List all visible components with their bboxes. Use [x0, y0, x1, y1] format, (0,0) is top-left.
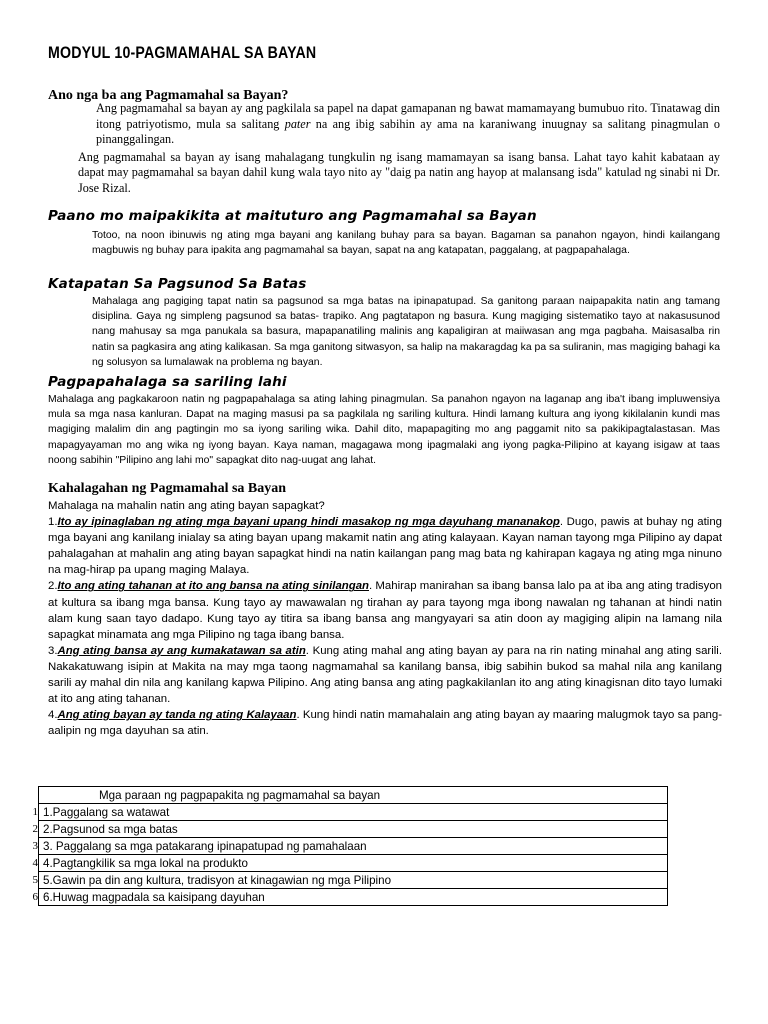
- list-item: [48, 514, 722, 578]
- item-number: 2.: [48, 580, 58, 593]
- paragraph: Mahalaga ang pagiging tapat natin sa pagsunod sa mga batas na ipinapatupad. Sa ganitong paraan naipapakita natin ang tamang disiplina. Gaya ng simpleng pagsunod sa batas- trapiko. Ang pagtatapon ng basura. Kung magiging sistematiko tayo at nakasusunod nang mahusay sa mga panukala sa basura, mapapanatiling malinis ang kapaligiran at maiiwasan ang mga pagbaha. Maisasalba rin natin sa pagkasira ang ating kalikasan. Sa mga ganitong sitwasyon, sa halip na makaragdag ka pa sa suliranin, mas magiging bahagi ka ng solusyon sa lumalawak na problema ng bayan.: [92, 296, 720, 368]
- item-text: . Mahirap manirahan sa ibang bansa lalo pa at iba ang ating tradisyon at kultura sa ibang mga bansa. Kung tayo ay mawawalan ng tirahan ay para tayong mga ibong nawalan ng tahanan at hindi natin alam kung saan tayo dadapo. Kung tayo ay titira sa ibang bansa ang mangyayari sa atin doon ay magiging alipin na lamang nila sapagkat minamata ang mga Pilipino ng taga ibang bansa.: [48, 580, 722, 641]
- row-number: 6: [32, 891, 38, 903]
- paragraph: Mahalaga ang pagkakaroon natin ng pagpapahalaga sa ating lahing pinagmulan. Sa panahon ngayon na laganap ang iba't ibang impluwensiya mula sa mga nasa kanluran. Dapat na maging masusi pa sa pagkilala ng sariling kultura. Hindi lamang kultura ang iyong kikilalanin kundi mas magiging malalim din ang pagtingin mo sa iyong sariling wika. Dahil dito, mapapagiting mo ang paggamit nito sa pakikipagtalastasan. Mas mapagyayaman mo ang wika ng iyong bayan. Kaya naman, magagawa mong ipagmalaki ang iyong pagka-Pilipino at kayang isigaw at taas noong sabihin "Pilipino ang lahi mo" sapagkat dito nag-uugat ang lahat.: [48, 394, 720, 466]
- item-text: . Kung hindi natin mamahalain ang ating bayan ay maaring malugmok tayo sa pang-aalipin ng mga dayuhan sa atin.: [48, 709, 722, 738]
- section-heading-pagpapahalaga: Pagpapahalaga sa sariling lahi: [48, 374, 287, 390]
- item-lead: Ang ating bansa ay ang kumakatawan sa atin: [57, 644, 306, 657]
- ways-table: [30, 786, 668, 906]
- paragraph: Ang pagmamahal sa bayan ay isang mahalagang tungkulin ng isang mamamayan sa isang bansa. Lahat tayo kahit kabataan ay dapat may pagmamahal sa bayan dahil kung wala tayo nito ay "daig pa natin ang hayop at malansang isda" katulad ng sinabi ni Dr. Jose Rizal.: [78, 149, 720, 195]
- text-run: na ang ibig sabihin ay ama na karaniwang inuugnay sa salitang pinagmulan o pinanggalingan.: [96, 116, 720, 146]
- table-cell: 2.Pagsunod sa mga batas: [39, 821, 668, 838]
- table-row: [30, 855, 668, 872]
- section-heading-kahalagahan: Kahalagahan ng Pagmamahal sa Bayan: [48, 481, 287, 496]
- section-heading-katapatan: Katapatan Sa Pagsunod Sa Batas: [48, 276, 307, 292]
- table-cell: 5.Gawin pa din ang kultura, tradisyon at kinagawian ng mga Pilipino: [39, 872, 668, 889]
- table-row: [30, 838, 668, 855]
- paragraph: [48, 101, 720, 148]
- item-text: . Kung ating mahal ang ating bayan ay para na rin nating minahal ang ating sarili. Nakakatuwang isipin at Makita na may mga taong nagmamahal sa kanilang bansa, ibig sabihin bukod sa mahal nila ang kanilang sarili ay mahal din nila ang kanilang kapwa Pilipino. Ang ating bansa ang ating pagkakilanlan ito ang ating kinagisnan dito tayo lumaki at ito ang ating tahanan.: [48, 644, 722, 706]
- section-body-paano: [48, 228, 720, 258]
- row-number: 1: [32, 806, 38, 818]
- list-item: [48, 578, 722, 642]
- list-item: [48, 707, 722, 739]
- paragraph: Totoo, na noon ibinuwis ng ating mga bayani ang kanilang buhay para sa bayan. Bagaman sa panahon ngayon, hindi kailangang magbuwis ng buhay para ipakita ang pagmamahal sa bayan, sapat na ang katapatan, paggalang, at pagpapahalaga.: [92, 230, 720, 257]
- table-cell: 4.Pagtangkilik sa mga lokal na produkto: [39, 855, 668, 872]
- row-number: 4: [32, 857, 38, 869]
- item-text: . Dugo, pawis at buhay ng ating mga bayani ang kanilang inialay sa ating bayan upang makamit natin ang ating kalayaan. Kayan naman tayong mga Pilipino ay dapat pahalagahan at mahalin ang ating bayan sapagkat hindi na natin kailangan pang mag bata ng kahirapan kagaya ng ating mga ninuno na mag-hirap pa upang maging Malaya.: [48, 516, 723, 577]
- table-row: [30, 872, 668, 889]
- table-header: Mga paraan ng pagpapakita ng pagmamahal sa bayan: [39, 787, 668, 804]
- item-number: 1.: [48, 516, 58, 529]
- list-item: [48, 643, 722, 707]
- table-row: [30, 821, 668, 838]
- item-lead: Ito ay ipinaglaban ng ating mga bayani upang hindi masakop ng mga dayuhang mananakop: [57, 516, 560, 529]
- table-cell: 1.Paggalang sa watawat: [39, 804, 668, 821]
- item-number: 4.: [48, 709, 58, 722]
- italic-term: pater: [284, 116, 311, 131]
- section-body-kahalagahan: [48, 498, 722, 739]
- section-body-katapatan: [48, 294, 720, 370]
- table-cell: 3. Paggalang sa mga patakarang ipinapatupad ng pamahalaan: [39, 838, 668, 855]
- table-cell: 6.Huwag magpadala sa kaisipang dayuhan: [39, 889, 668, 906]
- item-number: 3.: [48, 644, 58, 657]
- section-heading-ano: Ano nga ba ang Pagmamahal sa Bayan?: [48, 88, 289, 103]
- table-row: [30, 804, 668, 821]
- item-lead: Ito ang ating tahanan at ito ang bansa na ating sinilangan: [57, 580, 369, 593]
- section-body-pagpapahalaga: [48, 392, 720, 468]
- question-text: Mahalaga na mahalin natin ang ating bayan sapagkat?: [48, 500, 325, 512]
- module-title: MODYUL 10-PAGMAMAHAL SA BAYAN: [48, 44, 317, 62]
- row-number: 2: [32, 823, 38, 835]
- item-lead: Ang ating bayan ay tanda ng ating Kalayaan: [57, 709, 297, 722]
- section-body-ano: [48, 101, 720, 196]
- table-header-row: [30, 787, 668, 804]
- row-number: 3: [32, 840, 38, 852]
- row-number: [30, 787, 39, 804]
- section-heading-paano: Paano mo maipakikita at maituturo ang Pagmamahal sa Bayan: [48, 208, 537, 224]
- row-number: 5: [32, 874, 38, 886]
- table-row: [30, 889, 668, 906]
- text-run: Ang pagmamahal sa bayan ay ang pagkilala sa papel na dapat gamapanan ng bawat mamamayang bumubuo rito. Tinatawag din itong patriyotismo, mula sa salitang: [96, 101, 720, 131]
